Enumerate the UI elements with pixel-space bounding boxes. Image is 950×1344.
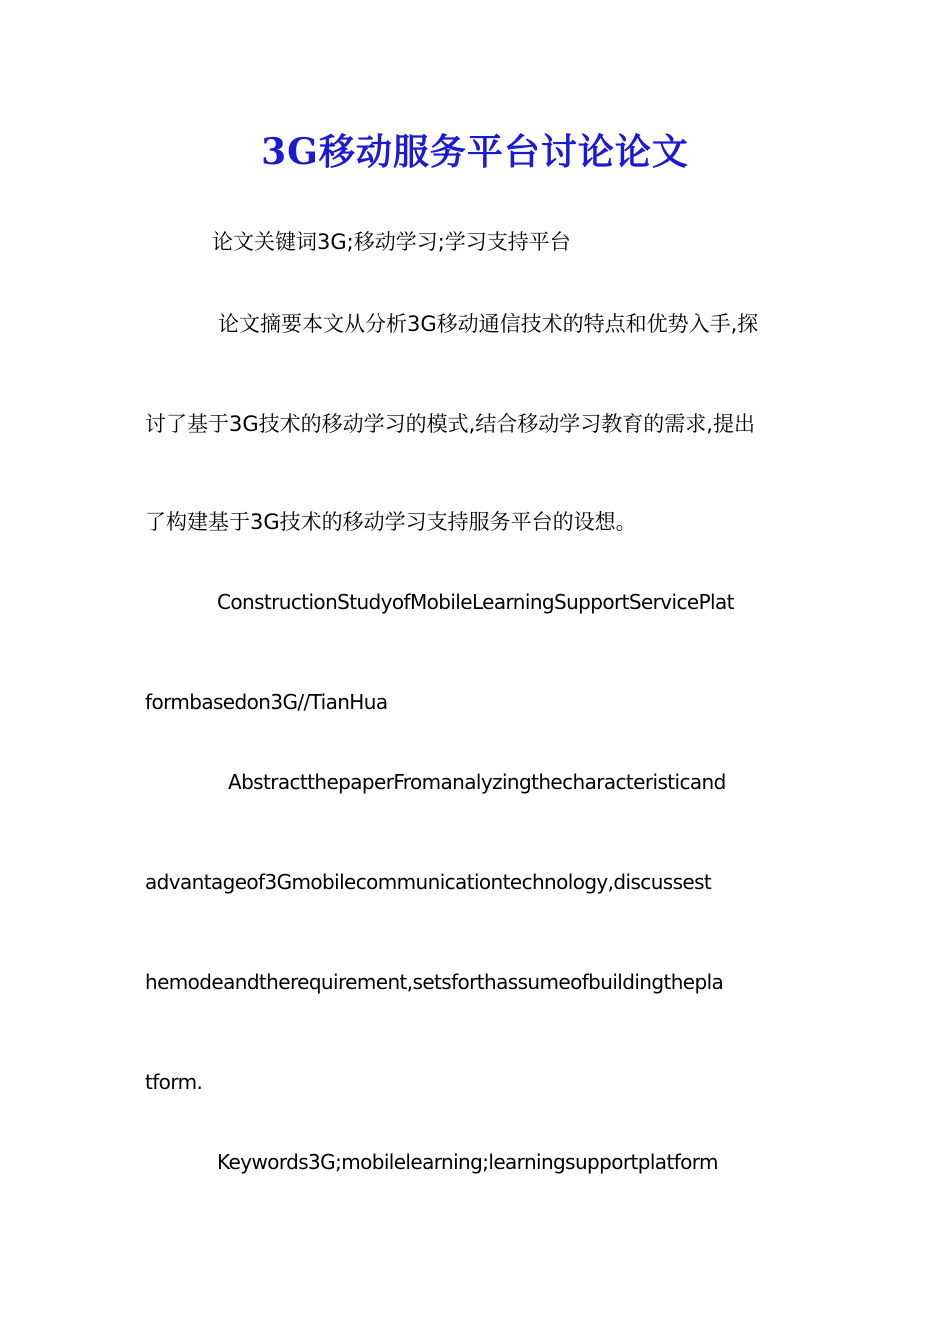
document-title: 3G移动服务平台讨论论文 [261, 131, 689, 173]
abstract-english-line-2: advantageof3Gmobilecommunicationtechnology,discussest [145, 870, 712, 894]
abstract-chinese-line-2: 讨了基于3G技术的移动学习的模式,结合移动学习教育的需求,提出 [145, 412, 755, 436]
abstract-chinese-line-3: 了构建基于3G技术的移动学习支持服务平台的设想。 [145, 510, 637, 534]
abstract-english-line-1: AbstractthepaperFromanalyzingthecharacteristicand [228, 770, 726, 794]
abstract-english-line-3: hemodeandtherequirement,setsforthassumeofbuildingthepla [145, 970, 724, 994]
english-title-line-2: formbasedon3G//TianHua [145, 690, 388, 714]
keywords-chinese: 论文关键词3G;移动学习;学习支持平台 [212, 230, 571, 254]
english-title-line-1: ConstructionStudyofMobileLearningSupportServicePlat [217, 590, 734, 614]
keywords-english: Keywords3G;mobilelearning;learningsupportplatform [217, 1150, 718, 1174]
abstract-chinese-line-1: 论文摘要本文从分析3G移动通信技术的特点和优势入手,探 [218, 312, 759, 336]
abstract-english-line-4: tform. [145, 1070, 203, 1094]
